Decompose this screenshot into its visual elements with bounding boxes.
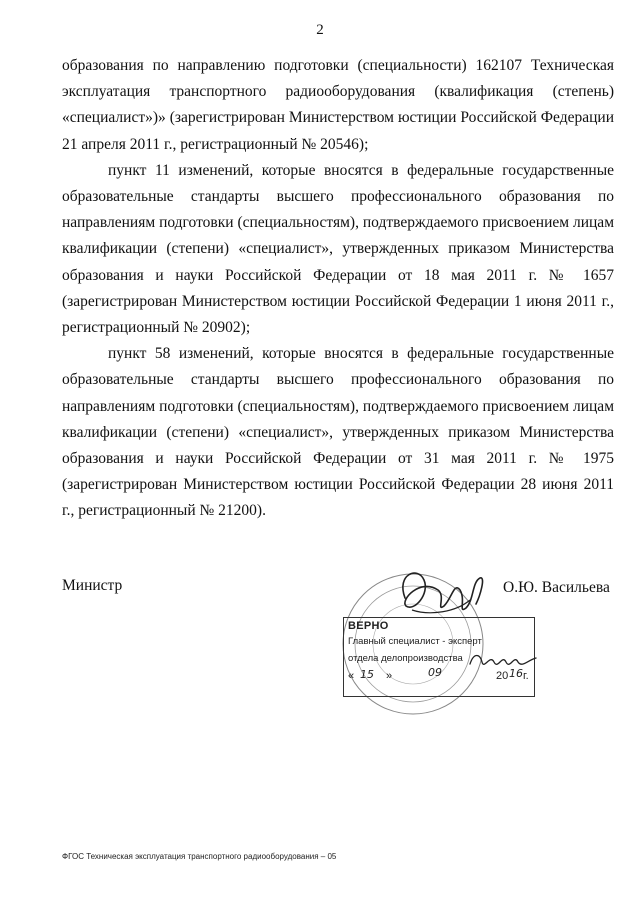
page-number: 2 bbox=[316, 22, 324, 38]
stamp-month: 09 bbox=[428, 666, 442, 679]
paragraph: пункт 58 изменений, которые вносятся в федеральные государственные образовательные стандарты высшего профессионального образования по направлениям подготовки (специальностям), подтверждаемого присвоением лицам квалификации (степени) «специалист», утвержденных приказом Министерства образования и науки Российской Федерации от 31 мая 2011 г. № 1975 (зарегистрирован Министерством юстиции Российской Федерации 28 июня 2011 г., регистрационный № 21200). bbox=[62, 345, 614, 520]
stamp-year: 16 bbox=[509, 667, 523, 680]
stamp-position: Главный специалист - эксперт bbox=[348, 636, 482, 647]
stamp-department: отдела делопроизводства bbox=[348, 653, 463, 664]
paragraph: образования по направлению подготовки (специальности) 162107 Техническая эксплуатация транспортного радиооборудования (квалификация (степень) «специалист»)» (зарегистрирован Министерством юстиции Российской Федерации 21 апреля 2011 г., регистрационный № 20546); bbox=[62, 57, 614, 153]
footer-text: ФГОС Техническая эксплуатация транспортного радиооборудования – 05 bbox=[62, 852, 337, 861]
minister-title: Министр bbox=[62, 577, 123, 594]
certification-stamp: ВЕРНО Главный специалист - эксперт отдела делопроизводства « 15 » 09 20 16 г. bbox=[343, 617, 535, 697]
document-body bbox=[62, 53, 614, 525]
official-seal bbox=[333, 566, 493, 716]
paragraph: пункт 11 изменений, которые вносятся в федеральные государственные образовательные стандарты высшего профессионального образования по направлениям подготовки (специальностям), подтверждаемого присвоением лицам квалификации (степени) «специалист», утвержденных приказом Министерства образования и науки Российской Федерации от 18 мая 2011 г. № 1657 (зарегистрирован Министерством юстиции Российской Федерации 1 июня 2011 г., регистрационный № 20902); bbox=[62, 161, 614, 337]
stamp-verno: ВЕРНО bbox=[348, 620, 389, 632]
minister-name: О.Ю. Васильева bbox=[503, 579, 610, 596]
stamp-day: 15 bbox=[360, 668, 374, 681]
